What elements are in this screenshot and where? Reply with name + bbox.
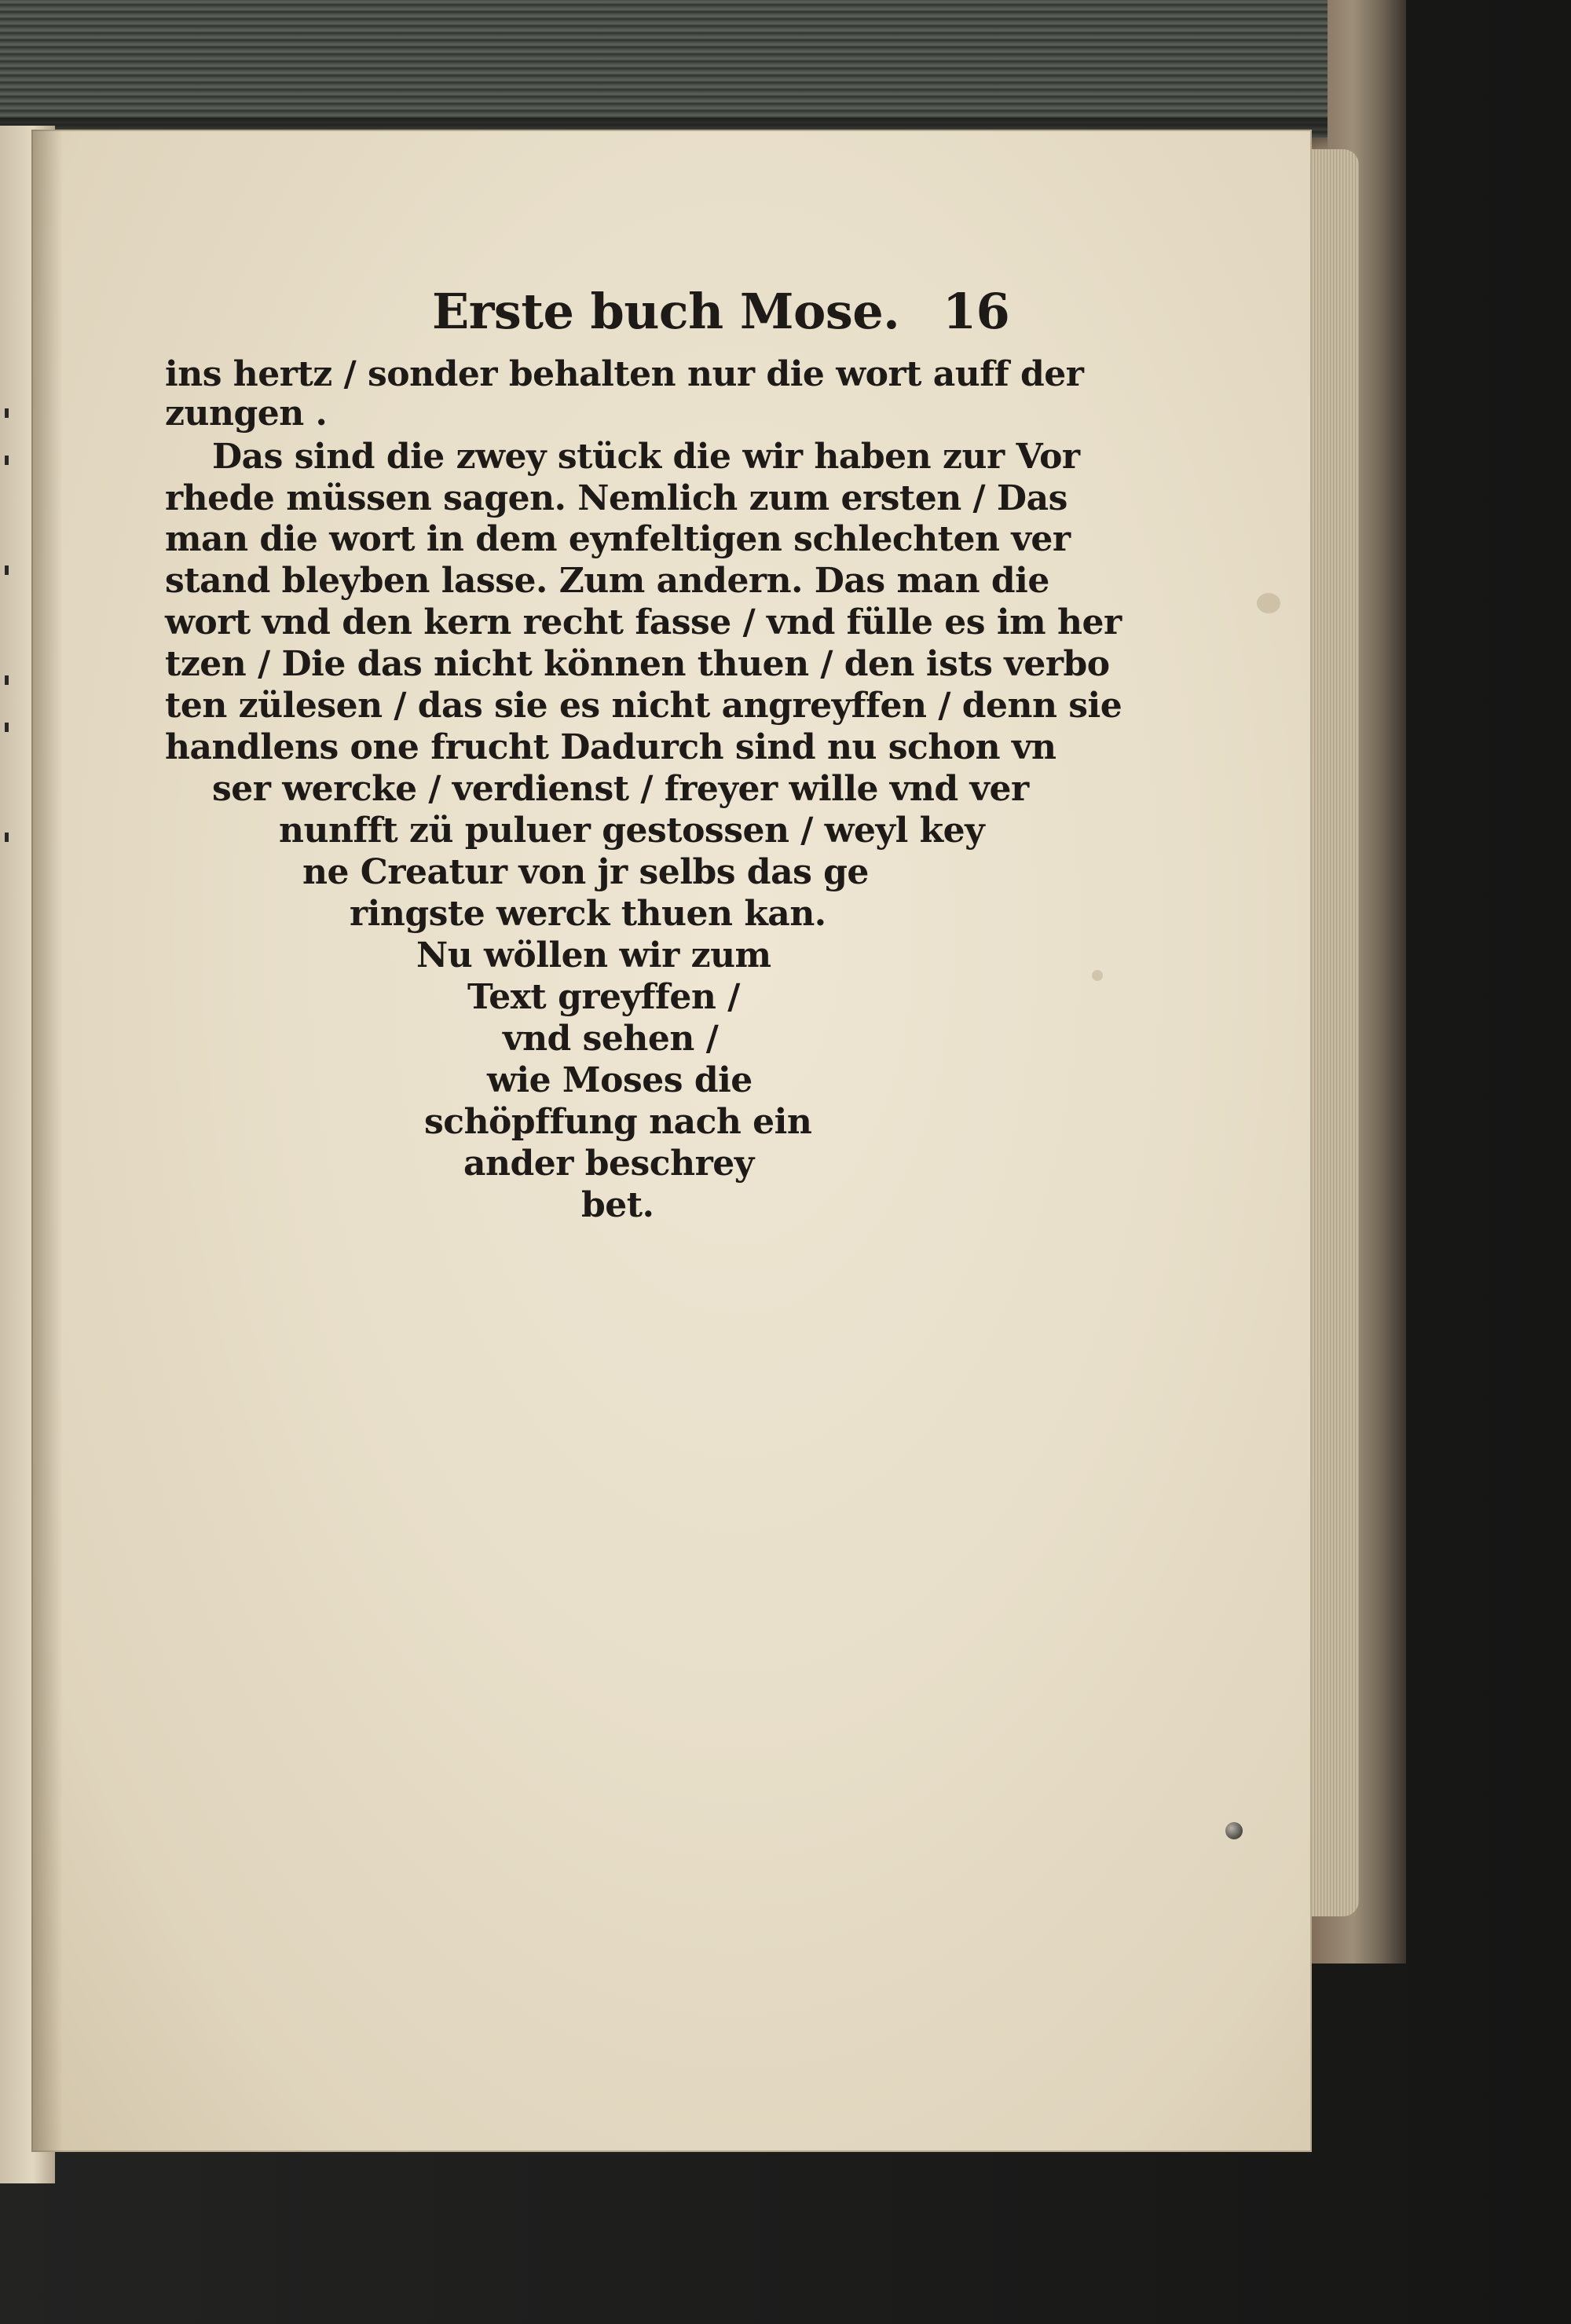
text-line: ten zülesen / das sie es nicht angreyffen / denn sie [165, 686, 1122, 726]
text-line: ser wercke / verdienst / freyer wille vnd ver [212, 769, 1029, 809]
page-number: 16 [943, 283, 1010, 340]
text-line: man die wort in dem eynfeltigen schlechten ver [165, 519, 1071, 559]
text-line: wort vnd den kern recht fasse / vnd fülle es im her [165, 602, 1122, 642]
text-line: ringste werck thuen kan. [350, 894, 826, 934]
text-line: tzen / Die das nicht können thuen / den ists verbo [165, 644, 1110, 684]
foxing-spot [1257, 593, 1280, 613]
text-line: Text greyffen / [467, 977, 740, 1017]
text-line: Das sind die zwey stück die wir haben zur Vor [212, 437, 1080, 477]
text-line: ins hertz / sonder behalten nur die wort auff der [165, 354, 1084, 394]
text-line: zungen . [165, 393, 328, 434]
text-line: Nu wöllen wir zum [416, 935, 771, 975]
page-block-top-edge [0, 0, 1327, 137]
text-line: wie Moses die [487, 1060, 753, 1100]
text-line: rhede müssen sagen. Nemlich zum ersten / Das [165, 478, 1067, 518]
page-gutter-shadow [31, 130, 63, 2152]
text-line: vnd sehen / [503, 1019, 719, 1059]
text-line: ne Creatur von jr selbs das ge [302, 852, 869, 892]
printed-page [31, 130, 1312, 2152]
foxing-spot [1092, 970, 1103, 981]
text-line: schöpffung nach ein [424, 1102, 812, 1142]
running-title: Erste buch Mose. [432, 283, 900, 340]
text-line: nunfft zü puluer gestossen / weyl key [279, 811, 985, 851]
text-line: ander beschrey [463, 1144, 754, 1184]
text-line: stand bleyben lasse. Zum andern. Das man die [165, 561, 1049, 601]
text-line: bet. [581, 1185, 654, 1225]
text-line: handlens one frucht Dadurch sind nu schon vn [165, 727, 1056, 767]
pin-hole [1225, 1822, 1243, 1839]
